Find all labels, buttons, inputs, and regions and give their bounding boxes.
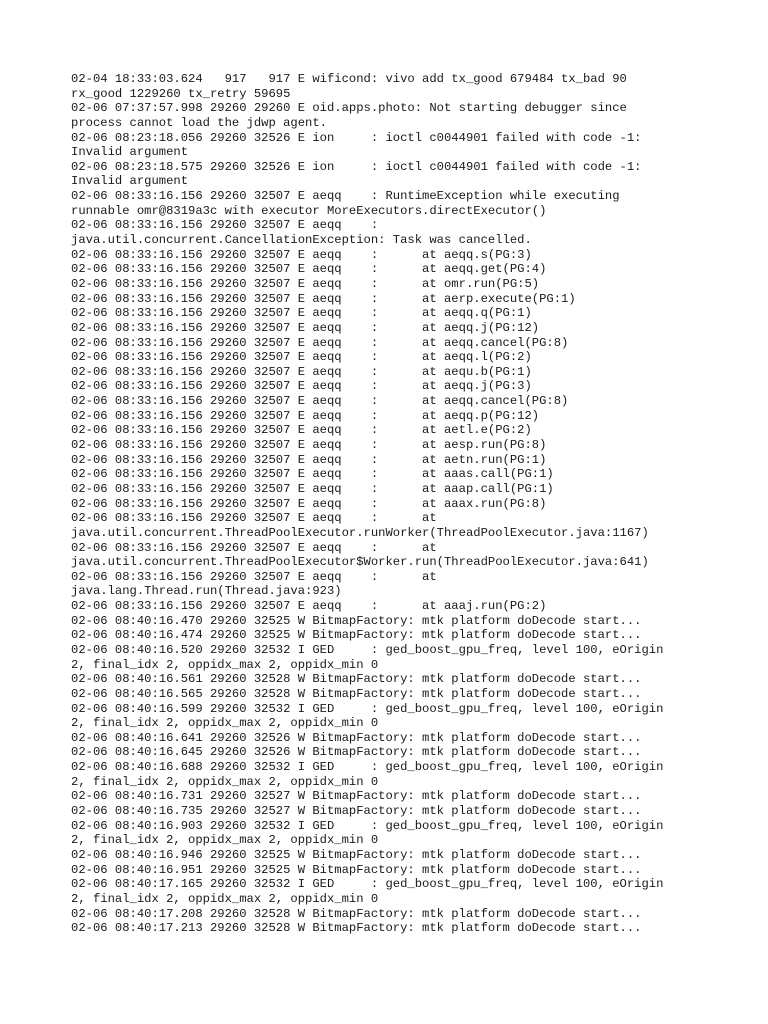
log-line: 02-06 08:23:18.575 29260 32526 E ion : ioctl c0044901 failed with code -1: bbox=[71, 159, 642, 174]
log-line: 02-06 08:33:16.156 29260 32507 E aeqq : at aeqq.s(PG:3) bbox=[71, 247, 532, 262]
log-line: 02-06 08:33:16.156 29260 32507 E aeqq : at aeqq.j(PG:12) bbox=[71, 320, 540, 335]
log-line: 02-06 08:33:16.156 29260 32507 E aeqq : at aaaj.run(PG:2) bbox=[71, 599, 547, 614]
log-line: 02-06 08:40:16.951 29260 32525 W BitmapFactory: mtk platform doDecode start... bbox=[71, 862, 642, 877]
log-line: 02-06 08:33:16.156 29260 32507 E aeqq : at aaap.call(PG:1) bbox=[71, 481, 554, 496]
log-line: 02-06 08:33:16.156 29260 32507 E aeqq : at bbox=[71, 569, 437, 584]
log-line: 02-06 08:33:16.156 29260 32507 E aeqq : at aerp.execute(PG:1) bbox=[71, 291, 576, 306]
log-line: java.lang.Thread.run(Thread.java:923) bbox=[71, 584, 342, 599]
log-line: 02-06 08:33:16.156 29260 32507 E aeqq : at aeqq.cancel(PG:8) bbox=[71, 394, 569, 409]
log-line: 02-06 08:33:16.156 29260 32507 E aeqq : at bbox=[71, 511, 437, 526]
log-line: 02-06 08:33:16.156 29260 32507 E aeqq : at aesp.run(PG:8) bbox=[71, 438, 547, 453]
log-line: 02-06 08:40:16.735 29260 32527 W BitmapFactory: mtk platform doDecode start... bbox=[71, 804, 642, 819]
log-line: 02-06 08:40:16.565 29260 32528 W BitmapFactory: mtk platform doDecode start... bbox=[71, 686, 642, 701]
log-line: 02-06 08:33:16.156 29260 32507 E aeqq : at bbox=[71, 540, 437, 555]
log-line: 02-06 08:40:16.645 29260 32526 W BitmapFactory: mtk platform doDecode start... bbox=[71, 745, 642, 760]
log-line: 02-06 08:40:16.599 29260 32532 I GED : ged_boost_gpu_freq, level 100, eOrigin bbox=[71, 701, 664, 716]
log-line: 02-06 08:40:16.561 29260 32528 W BitmapFactory: mtk platform doDecode start... bbox=[71, 672, 642, 687]
log-line: 2, final_idx 2, oppidx_max 2, oppidx_min 0 bbox=[71, 833, 379, 848]
log-line: process cannot load the jdwp agent. bbox=[71, 115, 327, 130]
log-line: 02-06 08:40:16.688 29260 32532 I GED : ged_boost_gpu_freq, level 100, eOrigin bbox=[71, 760, 664, 775]
log-line: runnable omr@8319a3c with executor MoreExecutors.directExecutor() bbox=[71, 203, 547, 218]
log-line: java.util.concurrent.ThreadPoolExecutor.runWorker(ThreadPoolExecutor.java:1167) bbox=[71, 525, 649, 540]
log-line: 02-06 08:40:16.470 29260 32525 W BitmapFactory: mtk platform doDecode start... bbox=[71, 613, 642, 628]
log-line: 02-06 08:33:16.156 29260 32507 E aeqq : at aetl.e(PG:2) bbox=[71, 423, 532, 438]
log-line: 02-06 08:40:16.474 29260 32525 W BitmapFactory: mtk platform doDecode start... bbox=[71, 628, 642, 643]
log-line: 02-06 08:40:17.208 29260 32528 W BitmapFactory: mtk platform doDecode start... bbox=[71, 906, 642, 921]
log-line: 2, final_idx 2, oppidx_max 2, oppidx_min 0 bbox=[71, 657, 379, 672]
log-line: 02-06 08:33:16.156 29260 32507 E aeqq : at aeqq.get(PG:4) bbox=[71, 262, 547, 277]
log-line: 2, final_idx 2, oppidx_max 2, oppidx_min 0 bbox=[71, 774, 379, 789]
log-line: 02-06 08:33:16.156 29260 32507 E aeqq : at aeqq.p(PG:12) bbox=[71, 408, 540, 423]
log-line: 02-04 18:33:03.624 917 917 E wificond: vivo add tx_good 679484 tx_bad 90 bbox=[71, 72, 627, 86]
log-line: 02-06 08:40:16.903 29260 32532 I GED : ged_boost_gpu_freq, level 100, eOrigin bbox=[71, 818, 664, 833]
log-line: Invalid argument bbox=[71, 145, 189, 160]
log-line: 02-06 08:33:16.156 29260 32507 E aeqq : at aeqq.q(PG:1) bbox=[71, 306, 532, 321]
log-line: 02-06 08:33:16.156 29260 32507 E aeqq : at aetn.run(PG:1) bbox=[71, 452, 547, 467]
log-line: 02-06 08:40:16.641 29260 32526 W BitmapFactory: mtk platform doDecode start... bbox=[71, 730, 642, 745]
log-line: java.util.concurrent.CancellationException: Task was cancelled. bbox=[71, 233, 532, 248]
log-line: 02-06 08:33:16.156 29260 32507 E aeqq : at aeqq.cancel(PG:8) bbox=[71, 335, 569, 350]
log-line: 02-06 08:23:18.056 29260 32526 E ion : ioctl c0044901 failed with code -1: bbox=[71, 130, 642, 145]
log-line: 02-06 08:33:16.156 29260 32507 E aeqq : at aaax.run(PG:8) bbox=[71, 496, 547, 511]
log-line: 02-06 08:40:17.213 29260 32528 W BitmapFactory: mtk platform doDecode start... bbox=[71, 921, 642, 936]
log-line: 02-06 08:40:17.165 29260 32532 I GED : ged_boost_gpu_freq, level 100, eOrigin bbox=[71, 877, 664, 892]
log-line: 02-06 08:40:16.946 29260 32525 W BitmapFactory: mtk platform doDecode start... bbox=[71, 847, 642, 862]
log-line: 02-06 08:33:16.156 29260 32507 E aeqq : at aequ.b(PG:1) bbox=[71, 364, 532, 379]
log-line: 02-06 08:33:16.156 29260 32507 E aeqq : at aeqq.j(PG:3) bbox=[71, 379, 532, 394]
log-line: 02-06 08:33:16.156 29260 32507 E aeqq : RuntimeException while executing bbox=[71, 189, 620, 204]
log-line: 2, final_idx 2, oppidx_max 2, oppidx_min 0 bbox=[71, 891, 379, 906]
log-line: java.util.concurrent.ThreadPoolExecutor$Worker.run(ThreadPoolExecutor.java:641) bbox=[71, 555, 649, 570]
log-line: 02-06 08:40:16.520 29260 32532 I GED : ged_boost_gpu_freq, level 100, eOrigin bbox=[71, 642, 664, 657]
log-page bbox=[71, 72, 751, 936]
log-line: Invalid argument bbox=[71, 174, 189, 189]
log-line: 02-06 08:33:16.156 29260 32507 E aeqq : at omr.run(PG:5) bbox=[71, 276, 540, 291]
log-line: 2, final_idx 2, oppidx_max 2, oppidx_min 0 bbox=[71, 716, 379, 731]
log-line: 02-06 08:33:16.156 29260 32507 E aeqq : bbox=[71, 218, 379, 233]
log-line: 02-06 08:33:16.156 29260 32507 E aeqq : at aaas.call(PG:1) bbox=[71, 467, 554, 482]
log-line: 02-06 08:40:16.731 29260 32527 W BitmapFactory: mtk platform doDecode start... bbox=[71, 789, 642, 804]
log-line: 02-06 08:33:16.156 29260 32507 E aeqq : at aeqq.l(PG:2) bbox=[71, 350, 532, 365]
log-line: rx_good 1229260 tx_retry 59695 bbox=[71, 86, 291, 101]
log-line: 02-06 07:37:57.998 29260 29260 E oid.apps.photo: Not starting debugger since bbox=[71, 101, 627, 116]
